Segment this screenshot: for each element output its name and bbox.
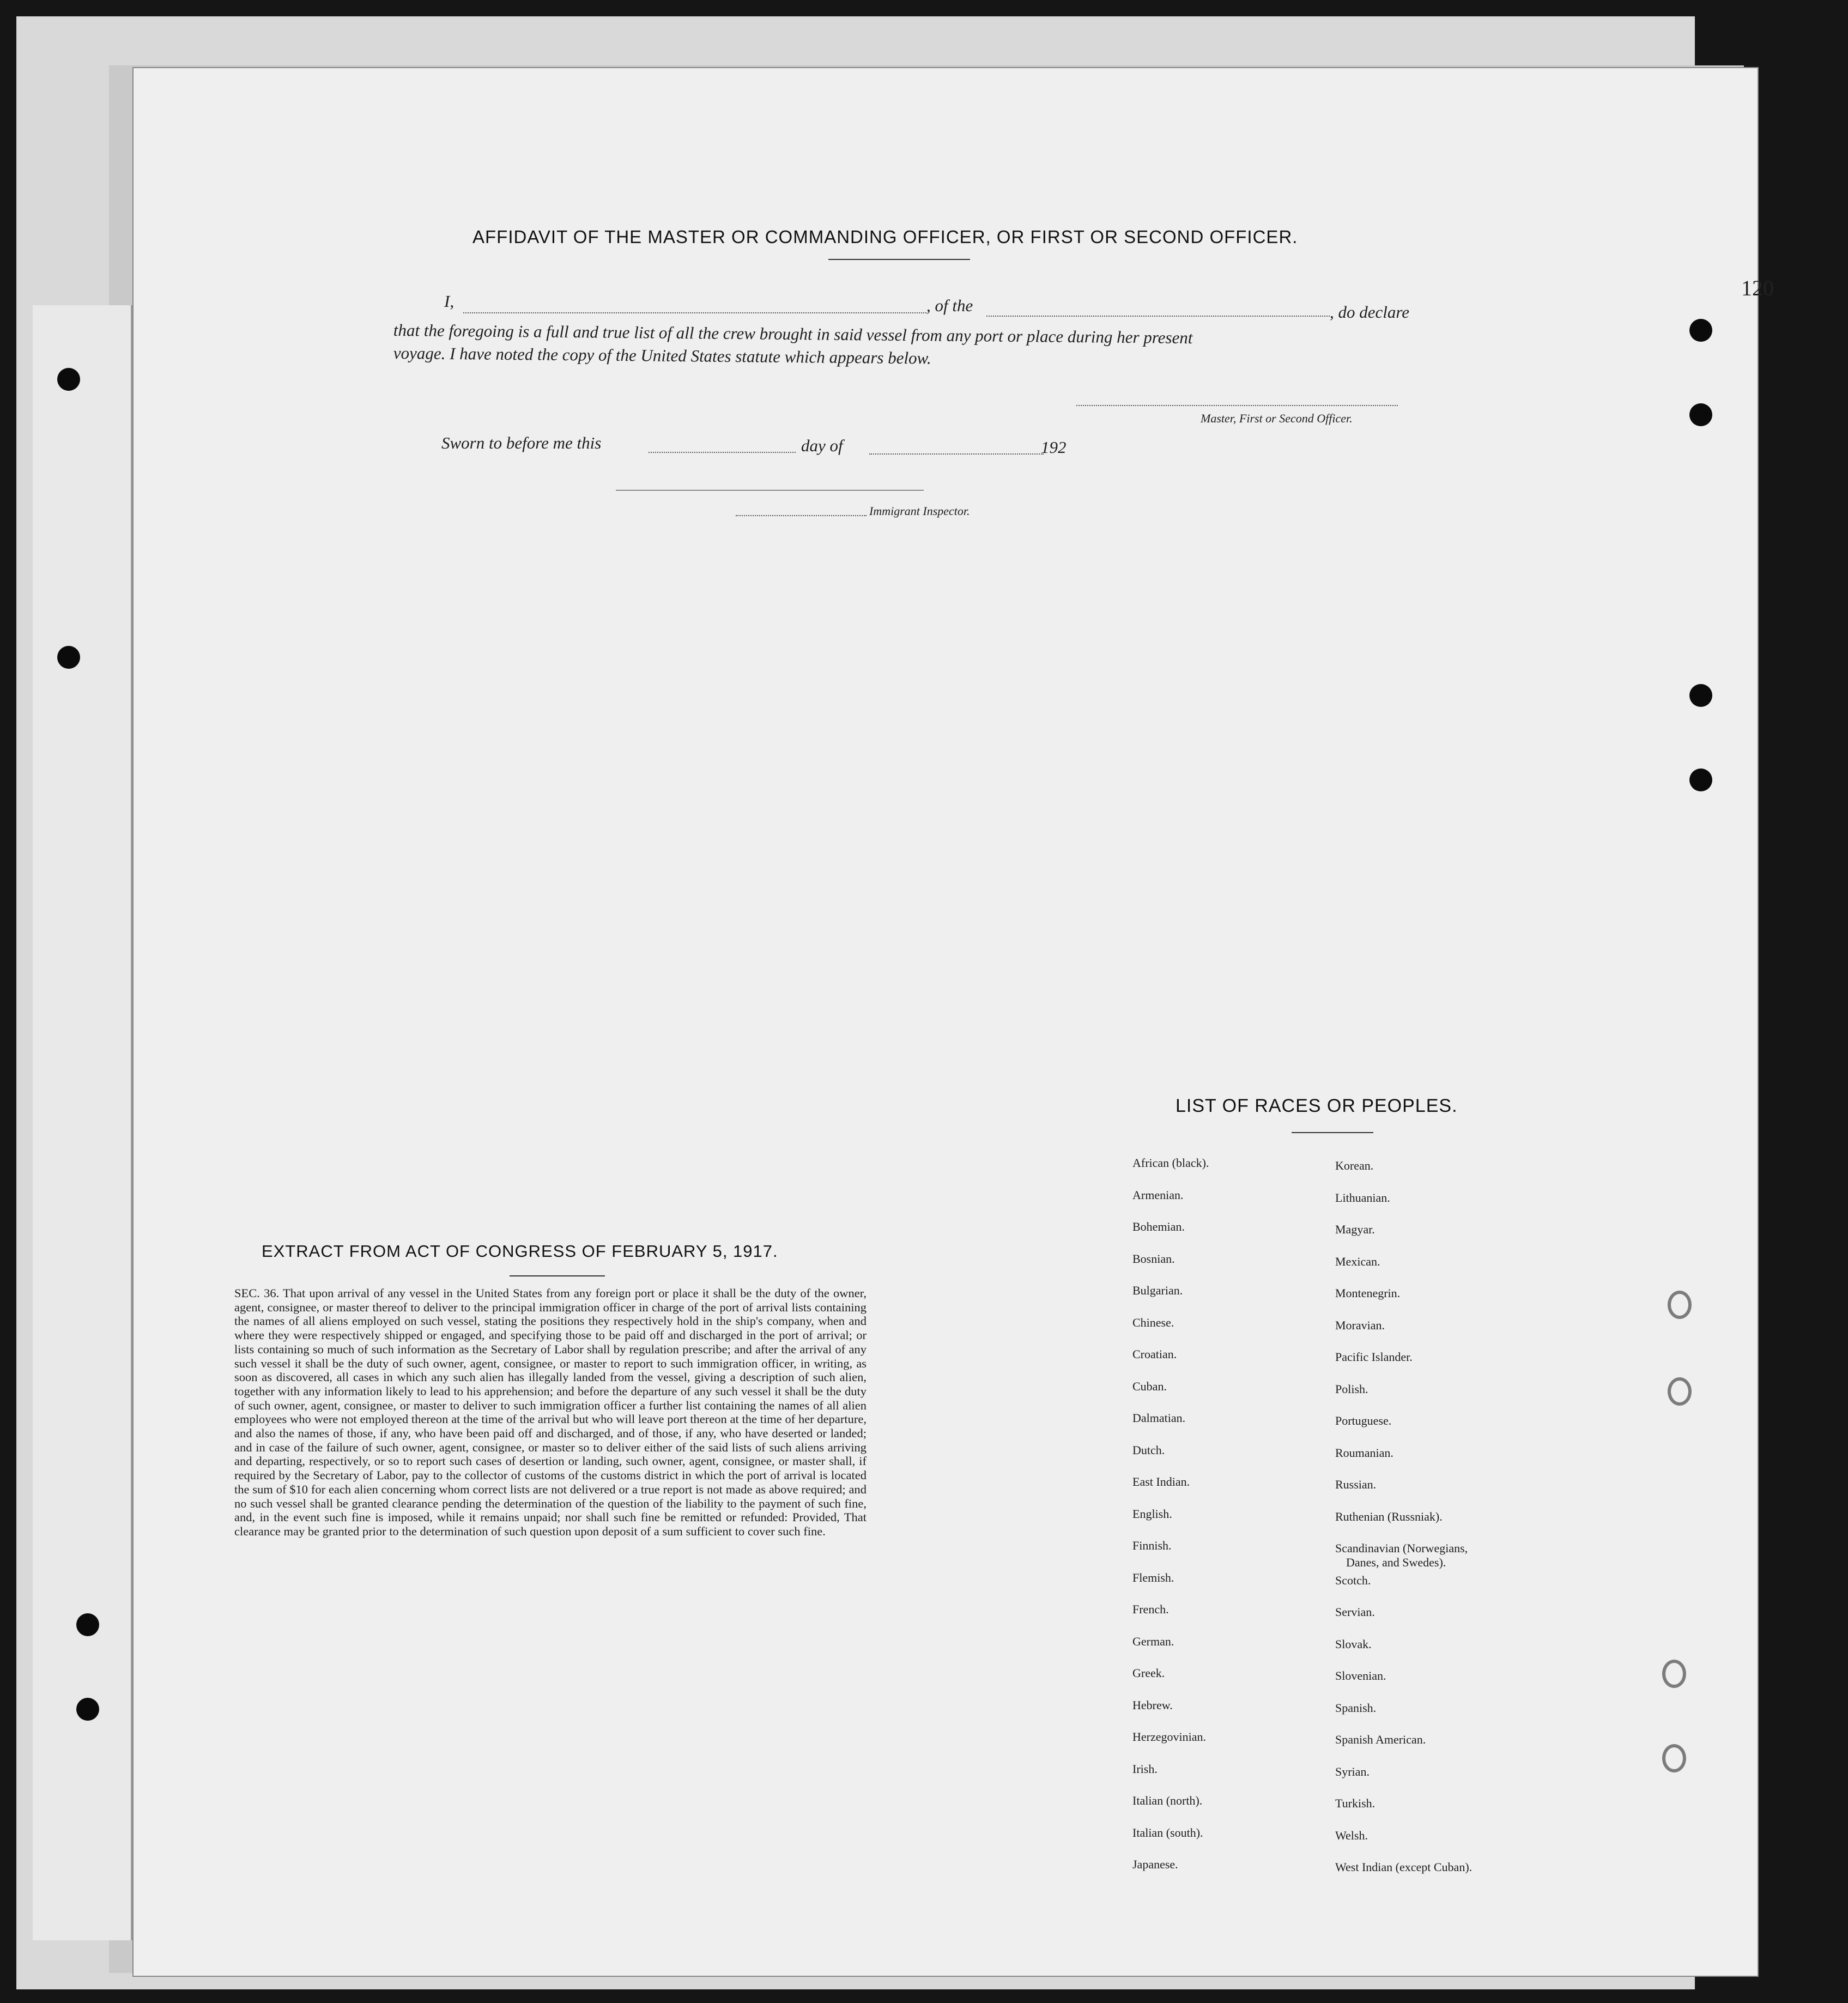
- race-entry: Slovak.: [1335, 1637, 1372, 1651]
- race-entry: Mexican.: [1335, 1254, 1380, 1268]
- affidavit-line-3: voyage. I have noted the copy of the United States statute which appears below.: [393, 343, 931, 368]
- race-entry: Italian (north).: [1132, 1794, 1203, 1807]
- inspector-label: Immigrant Inspector.: [869, 504, 970, 518]
- race-entry: Polish.: [1335, 1382, 1368, 1396]
- race-entry: Scotch.: [1335, 1573, 1371, 1587]
- punch-hole: [1689, 684, 1712, 707]
- race-entry: Portuguese.: [1335, 1414, 1392, 1427]
- affidavit-title-rule: [828, 259, 970, 260]
- race-entry: Irish.: [1132, 1762, 1158, 1776]
- extract-text: SEC. 36. That upon arrival of any vessel in the United States from any foreign port or place it shall be the duty of the owner, agent, consignee, or master thereof to deliver to the principal immigration officer in charge of the port of arrival lists containing the names of all aliens employed on such vessel, stating the positions they respectively hold in the ship's company, when and where they were respectively shipped or engaged, and specifying those to be paid off and discharged in the port of arrival; or lists containing so much of such information as the Secretary of Labor shall by regulation prescribe; and after the arrival of any such vessel it shall be the duty of such owner, agent, consignee, or master to report to such immigration officer, in writing, as soon as discovered, all cases in which any such alien has illegally landed from the vessel, giving a description of such alien, together with any information likely to lead to his apprehension; and before the departure of any such vessel it shall be the duty of such owner, agent, consignee, or master to deliver to such immigration officer a further list containing the names of all alien employees who were not employed thereon at the time of the arrival but who will leave port thereon at the time of her departure, and also the names of those, if any, who have been paid off and discharged, and of those, if any, who have deserted or landed; and in case of the failure of such owner, agent, consignee, or master so to deliver either of the said lists of such aliens arriving and departing, respectively, or so to report such cases of desertion or landing, such owner, agent, consignee, or master shall, if required by the Secretary of Labor, pay to the collector of customs of the customs district in which the port of arrival is located the sum of $10 for each alien concerning whom correct lists are not delivered or a true report is not made as above required; and no such vessel shall be granted clearance pending the determination of the question of the liability to the payment of such fine, and, in the event such fine is imposed, while it remains unpaid; nor shall such fine be remitted or refunded: Provided, That clearance may be granted prior to the determination of such question upon deposit of a sum sufficient to cover such fine.: [234, 1286, 867, 1538]
- race-entry: Finnish.: [1132, 1539, 1172, 1552]
- race-entry: Bulgarian.: [1132, 1284, 1183, 1297]
- races-column-1: [1132, 1147, 1209, 1881]
- race-entry: Montenegrin.: [1335, 1286, 1401, 1300]
- page-number: 120: [1741, 276, 1774, 300]
- race-entry: French.: [1132, 1602, 1169, 1616]
- punch-hole: [1662, 1744, 1686, 1772]
- race-entry: Slovenian.: [1335, 1669, 1386, 1683]
- inspector-rule: [616, 490, 924, 491]
- sworn-day-of: day of: [801, 436, 843, 455]
- name-line: [463, 312, 926, 313]
- race-entry: Scandinavian (Norwegians,: [1335, 1541, 1468, 1555]
- race-entry: Dutch.: [1132, 1443, 1165, 1457]
- race-entry: Herzegovinian.: [1132, 1730, 1206, 1744]
- race-entry: Ruthenian (Russniak).: [1335, 1509, 1443, 1523]
- punch-hole: [57, 368, 80, 391]
- affidavit-title: AFFIDAVIT OF THE MASTER OR COMMANDING OFFICER, OR FIRST OR SECOND OFFICER.: [472, 227, 1298, 247]
- race-entry: East Indian.: [1132, 1475, 1190, 1488]
- sworn-label: Sworn to before me this: [441, 433, 602, 452]
- affidavit-line-2: that the foregoing is a full and true list of all the crew brought in said vessel from any port or place during her present: [393, 320, 1193, 348]
- punch-hole: [1668, 1291, 1692, 1319]
- punch-hole: [57, 646, 80, 669]
- race-entry: Roumanian.: [1335, 1445, 1393, 1460]
- race-entry: Italian (south).: [1132, 1825, 1203, 1839]
- sworn-day-line: [649, 452, 796, 453]
- race-entry-scandinavian: [1335, 1533, 1472, 1569]
- punch-hole: [76, 1698, 99, 1721]
- torn-page-edge: [33, 305, 132, 1940]
- race-entry: Turkish.: [1335, 1796, 1376, 1810]
- race-entry: Bohemian.: [1132, 1220, 1185, 1233]
- affidavit-do-declare: , do declare: [1330, 302, 1410, 322]
- race-entry: Spanish American.: [1335, 1733, 1426, 1746]
- race-entry: Japanese.: [1132, 1857, 1178, 1871]
- races-column-2: [1335, 1150, 1472, 1884]
- race-entry: Chinese.: [1132, 1315, 1174, 1329]
- vessel-line: [986, 316, 1330, 317]
- race-entry: Armenian.: [1132, 1188, 1184, 1202]
- races-title-rule: [1292, 1132, 1373, 1133]
- race-entry: African (black).: [1132, 1156, 1209, 1170]
- manifest-back-page: [134, 68, 1758, 1976]
- race-entry: Russian.: [1335, 1478, 1377, 1491]
- race-entry: Flemish.: [1132, 1570, 1174, 1584]
- inspector-line: [736, 515, 867, 516]
- race-entry: Syrian.: [1335, 1764, 1370, 1778]
- race-entry: Korean.: [1335, 1159, 1374, 1172]
- race-entry: West Indian (except Cuban).: [1335, 1860, 1473, 1874]
- extract-title-rule: [510, 1275, 605, 1276]
- race-entry: Spanish.: [1335, 1701, 1377, 1715]
- punch-hole: [1689, 768, 1712, 791]
- race-entry: Moravian.: [1335, 1318, 1385, 1332]
- race-entry: Cuban.: [1132, 1379, 1167, 1393]
- affidavit-of-the: , of the: [926, 296, 973, 315]
- race-entry: Pacific Islander.: [1335, 1350, 1413, 1364]
- race-entry: Greek.: [1132, 1666, 1165, 1680]
- punch-hole: [1668, 1377, 1692, 1406]
- punch-hole: [1689, 403, 1712, 426]
- sworn-month-line: [869, 453, 1044, 455]
- punch-hole: [1689, 319, 1712, 342]
- signature-line: [1076, 405, 1398, 406]
- race-entry: Magyar.: [1335, 1223, 1375, 1236]
- race-entry: Croatian.: [1132, 1347, 1177, 1361]
- affidavit-i-label: I,: [444, 292, 455, 311]
- race-entry: Bosnian.: [1132, 1251, 1175, 1266]
- race-entry-continuation: Danes, and Swedes).: [1346, 1555, 1446, 1569]
- races-title: LIST OF RACES OR PEOPLES.: [1176, 1096, 1458, 1116]
- race-entry: German.: [1132, 1634, 1174, 1648]
- extract-title: EXTRACT FROM ACT OF CONGRESS OF FEBRUARY 5, 1917.: [262, 1242, 778, 1261]
- punch-hole: [1662, 1660, 1686, 1688]
- race-entry: English.: [1132, 1506, 1172, 1521]
- race-entry: Servian.: [1335, 1605, 1375, 1619]
- race-entry: Dalmatian.: [1132, 1411, 1186, 1425]
- race-entry: Lithuanian.: [1335, 1190, 1390, 1205]
- race-entry: Welsh.: [1335, 1828, 1368, 1842]
- punch-hole: [76, 1613, 99, 1636]
- signature-label: Master, First or Second Officer.: [1201, 412, 1353, 425]
- sworn-year: 192: [1041, 438, 1067, 457]
- race-entry: Hebrew.: [1132, 1698, 1173, 1712]
